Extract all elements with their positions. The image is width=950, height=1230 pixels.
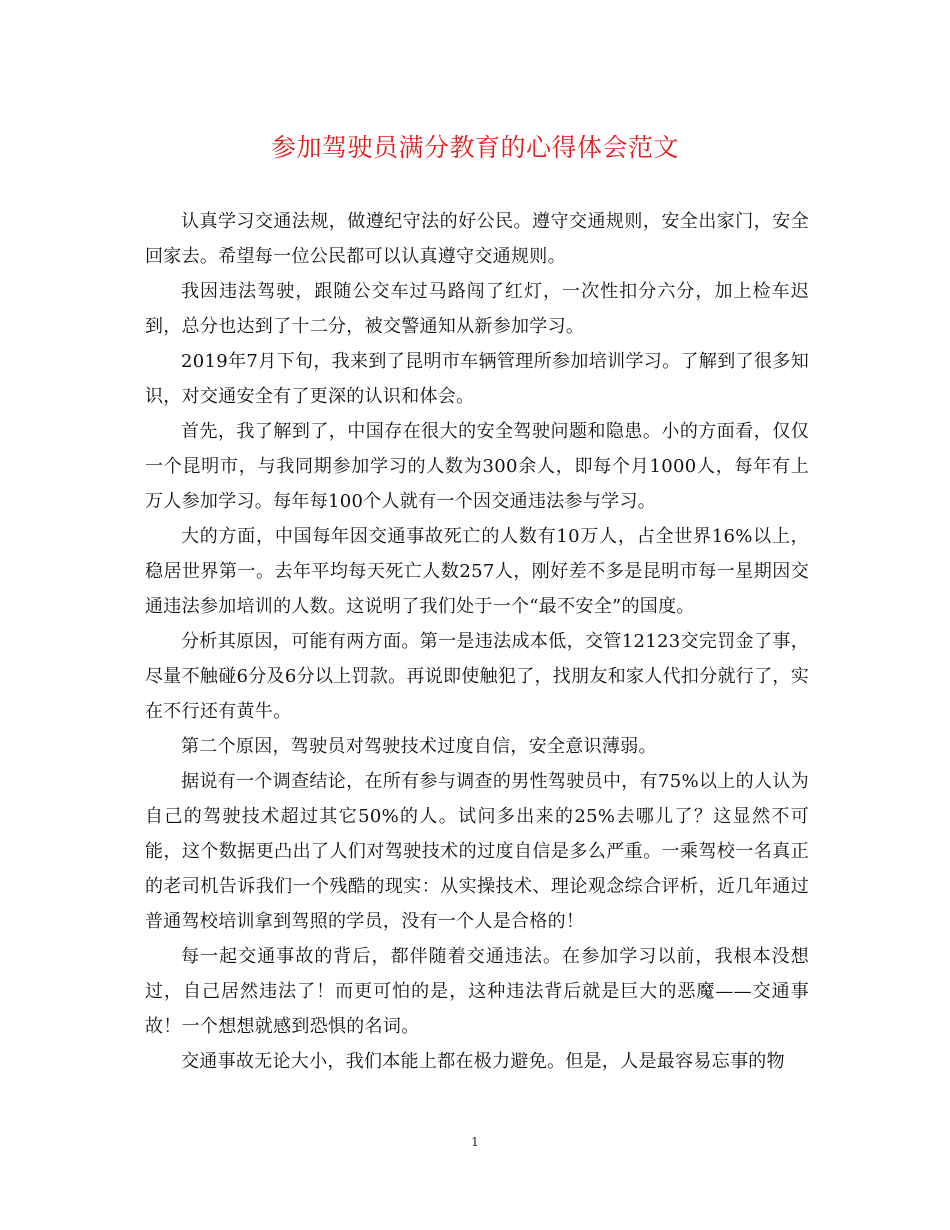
paragraph-1: 认真学习交通法规，做遵纪守法的好公民。遵守交通规则，安全出家门，安全回家去。希望每一位公民都可以认真遵守交通规则。: [145, 211, 809, 267]
page-number: 1: [471, 1135, 479, 1149]
paragraph-5: 大的方面，中国每年因交通事故死亡的人数有10万人，占全世界16%以上，稳居世界第一。去年平均每天死亡人数257人，刚好差不多是昆明市每一星期因交通违法参加培训的人数。这说明了我们处于一个“最不安全”的国度。: [145, 526, 809, 617]
paragraph-6: 分析其原因，可能有两方面。第一是违法成本低，交管12123交完罚金了事，尽量不触碰6分及6分以上罚款。再说即使触犯了，找朋友和家人代扣分就行了，实在不行还有黄牛。: [145, 631, 810, 722]
document-title: 参加驾驶员满分教育的心得体会范文: [270, 133, 679, 162]
paragraph-8: 据说有一个调查结论，在所有参与调查的男性驾驶员中，有75%以上的人认为自己的驾驶技术超过其它50%的人。试问多出来的25%去哪儿了？这显然不可能，这个数据更凸出了人们对驾驶技术的过度自信是多么严重。一乘驾校一名真正的老司机告诉我们一个残酷的现实：从实操技术、理论观念综合评析，近几年通过普通驾校培训拿到驾照的学员，没有一个人是合格的！: [145, 771, 809, 932]
paragraph-9: 每一起交通事故的背后，都伴随着交通违法。在参加学习以前，我根本没想过，自己居然违法了！而更可怕的是，这种违法背后就是巨大的恶魔——交通事故！一个想想就感到恐惧的名词。: [145, 946, 809, 1037]
paragraph-4: 首先，我了解到了，中国存在很大的安全驾驶问题和隐患。小的方面看，仅仅一个昆明市，与我同期参加学习的人数为300余人，即每个月1000人，每年有上万人参加学习。每年每100个人就有一个因交通违法参与学习。: [145, 421, 809, 512]
paragraph-3: 2019年7月下旬，我来到了昆明市车辆管理所参加培训学习。了解到了很多知识，对交通安全有了更深的认识和体会。: [145, 351, 809, 407]
document-body: [145, 204, 809, 1079]
paragraph-10: 交通事故无论大小，我们本能上都在极力避免。但是，人是最容易忘事的物: [181, 1051, 785, 1072]
paragraph-2: 我因违法驾驶，跟随公交车过马路闯了红灯，一次性扣分六分，加上检车迟到，总分也达到了十二分，被交警通知从新参加学习。: [145, 281, 809, 337]
paragraph-7: 第二个原因，驾驶员对驾驶技术过度自信，安全意识薄弱。: [181, 736, 657, 757]
